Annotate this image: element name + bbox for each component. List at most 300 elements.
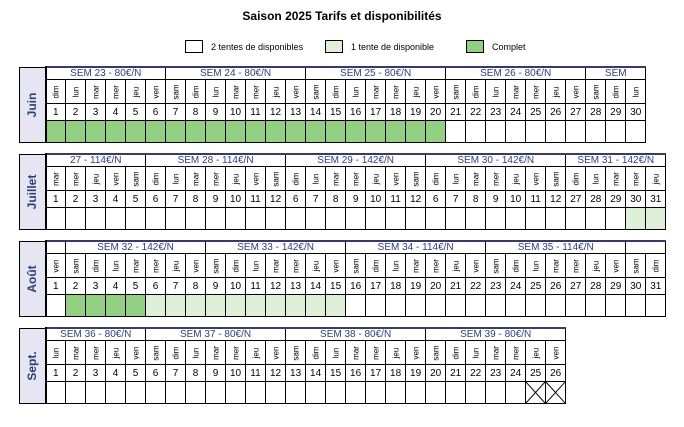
day-name: mer <box>351 171 361 186</box>
day-name: mar <box>471 171 481 186</box>
day-name: ven <box>111 172 120 185</box>
day-name: dim <box>311 346 321 359</box>
day-name-cell <box>226 254 246 278</box>
day-name: dim <box>511 259 521 272</box>
day-name-cell <box>186 167 206 191</box>
date-cell: 28 <box>586 278 606 295</box>
day-name-cell <box>546 80 566 104</box>
day-name-cell <box>386 80 406 104</box>
day-name: lun <box>491 86 501 97</box>
availability-cell-two <box>126 208 146 230</box>
day-name-cell <box>526 167 546 191</box>
date-cell: 12 <box>546 191 566 208</box>
day-name-cell <box>426 80 446 104</box>
week-header: SEM 23 - 80€/N <box>46 67 166 80</box>
availability-cell-two <box>186 208 206 230</box>
day-name: ven <box>411 346 421 359</box>
date-cell: 2 <box>66 191 86 208</box>
day-name: ven <box>391 172 401 185</box>
day-name-cell <box>366 80 386 104</box>
day-name-cell <box>126 167 146 191</box>
day-name-cell <box>306 341 326 365</box>
availability-cell-two <box>426 382 446 404</box>
availability-cell-two <box>246 382 266 404</box>
day-name: dim <box>451 346 461 359</box>
day-name-cell <box>166 341 186 365</box>
unavailable-cell <box>526 382 546 404</box>
availability-cell-full <box>86 121 106 143</box>
date-cell: 20 <box>426 365 446 382</box>
availability-cell-two <box>86 382 106 404</box>
week-header: SEM 36 - 80€/N <box>46 328 146 341</box>
date-cell: 6 <box>426 191 446 208</box>
day-name: mer <box>91 345 100 360</box>
day-name: mar <box>51 171 61 186</box>
day-name-cell <box>466 167 486 191</box>
day-name: lun <box>351 86 361 97</box>
date-cell: 30 <box>626 278 646 295</box>
date-cell: 4 <box>106 365 126 382</box>
availability-cell-one <box>186 295 206 317</box>
day-name: lun <box>331 347 341 358</box>
date-cell: 5 <box>126 104 146 121</box>
day-name-cell <box>346 167 366 191</box>
day-name-cell <box>346 254 366 278</box>
day-name: jeu <box>591 260 601 271</box>
date-cell: 3 <box>86 365 106 382</box>
legend-label-one: 1 tente de disponible <box>351 42 435 52</box>
day-name: mer <box>231 345 240 360</box>
date-cell: 22 <box>466 104 486 121</box>
availability-cell-two <box>386 208 406 230</box>
date-cell: 9 <box>206 365 226 382</box>
day-name: mer <box>151 258 160 273</box>
day-name-cell <box>566 254 586 278</box>
date-cell: 18 <box>386 365 406 382</box>
day-name: jeu <box>551 86 561 97</box>
availability-cell-two <box>286 382 306 404</box>
legend-swatch-two <box>185 40 203 53</box>
day-name: mar <box>191 171 201 186</box>
day-name: dim <box>651 259 661 272</box>
day-name: lun <box>451 173 461 184</box>
date-cell: 18 <box>386 104 406 121</box>
day-name-cell <box>266 341 286 365</box>
day-name-cell <box>186 341 206 365</box>
day-name: dim <box>231 259 241 272</box>
month-label-text: Août <box>25 265 40 293</box>
date-cell: 14 <box>306 104 326 121</box>
availability-cell-two <box>466 295 486 317</box>
day-name: sam <box>411 170 421 187</box>
day-name-cell <box>286 167 306 191</box>
availability-cell-two <box>606 295 626 317</box>
day-name: ven <box>271 346 281 359</box>
availability-cell-two <box>466 121 486 143</box>
day-name-cell <box>246 167 266 191</box>
day-name: mar <box>351 345 361 360</box>
day-name: jeu <box>111 347 120 358</box>
day-name-cell <box>286 80 306 104</box>
date-cell: 8 <box>466 191 486 208</box>
availability-cell-full <box>66 295 86 317</box>
day-name: dim <box>51 85 61 98</box>
day-name-cell <box>146 254 166 278</box>
date-cell: 23 <box>486 278 506 295</box>
day-name: sam <box>631 257 641 274</box>
week-header: SEM 24 - 80€/N <box>166 67 306 80</box>
date-cell: 24 <box>506 365 526 382</box>
day-name: lun <box>251 260 261 271</box>
availability-cell-two <box>406 208 426 230</box>
day-name-cell <box>306 167 326 191</box>
date-cell: 8 <box>186 104 206 121</box>
day-name-cell <box>626 254 646 278</box>
day-name: mer <box>211 171 221 186</box>
availability-cell-one <box>146 295 166 317</box>
day-name-cell <box>306 80 326 104</box>
availability-cell-full <box>266 121 286 143</box>
availability-cell-two <box>166 208 186 230</box>
day-name: jeu <box>271 86 280 97</box>
day-name: mar <box>271 258 281 273</box>
day-name: lun <box>471 347 481 358</box>
date-cell: 2 <box>66 365 86 382</box>
date-cell: 8 <box>186 365 206 382</box>
legend-swatch-full <box>466 40 484 53</box>
availability-cell-full <box>246 121 266 143</box>
day-name: sam <box>271 170 281 187</box>
availability-cell-two <box>106 382 126 404</box>
date-cell: 1 <box>46 278 66 295</box>
availability-cell-two <box>566 295 586 317</box>
day-name-cell <box>286 254 306 278</box>
availability-cell-two <box>586 121 606 143</box>
week-header: 27 - 114€/N <box>46 154 146 167</box>
availability-cell-two <box>166 382 186 404</box>
date-cell: 12 <box>266 191 286 208</box>
day-name: mar <box>491 345 501 360</box>
day-name: jeu <box>231 173 241 184</box>
day-name-cell <box>546 167 566 191</box>
availability-cell-full <box>46 121 66 143</box>
month-label-text: Juin <box>25 92 40 118</box>
availability-cell-two <box>146 382 166 404</box>
week-header <box>46 241 66 254</box>
week-header: SEM 33 - 142€/N <box>206 241 346 254</box>
date-cell: 9 <box>486 191 506 208</box>
date-cell: 19 <box>406 104 426 121</box>
day-name-cell <box>466 254 486 278</box>
date-cell: 10 <box>226 191 246 208</box>
month-label <box>20 241 46 317</box>
availability-cell-two <box>66 382 86 404</box>
legend-swatch-one <box>325 40 343 53</box>
date-cell: 24 <box>506 104 526 121</box>
availability-cell-one <box>206 295 226 317</box>
day-name: mar <box>371 84 381 99</box>
availability-cell-two <box>386 382 406 404</box>
availability-cell-two <box>286 208 306 230</box>
availability-cell-two <box>446 295 466 317</box>
day-name: sam <box>491 257 501 274</box>
day-name-cell <box>506 254 526 278</box>
availability-cell-two <box>346 382 366 404</box>
availability-cell-full <box>346 121 366 143</box>
day-name: sam <box>351 257 361 274</box>
day-name: lun <box>211 86 220 97</box>
availability-cell-two <box>66 208 86 230</box>
availability-cell-two <box>366 382 386 404</box>
day-name-cell <box>626 80 646 104</box>
day-name: dim <box>571 172 581 185</box>
availability-cell-two <box>486 382 506 404</box>
availability-cell-full <box>66 121 86 143</box>
availability-cell-two <box>446 208 466 230</box>
availability-cell-two <box>266 382 286 404</box>
availability-cell-two <box>246 208 266 230</box>
day-name: mer <box>291 258 301 273</box>
day-name: lun <box>171 173 181 184</box>
day-name-cell <box>526 80 546 104</box>
date-cell: 15 <box>326 104 346 121</box>
day-name-cell <box>126 341 146 365</box>
date-cell: 12 <box>266 104 286 121</box>
day-name-cell <box>586 167 606 191</box>
day-name: dim <box>191 85 200 98</box>
availability-cell-two <box>406 295 426 317</box>
date-cell: 31 <box>646 278 666 295</box>
day-name: mar <box>611 171 621 186</box>
day-name-cell <box>566 80 586 104</box>
availability-cell-one <box>266 295 286 317</box>
date-cell: 25 <box>526 104 546 121</box>
date-cell: 14 <box>306 278 326 295</box>
cross-icon <box>526 382 545 403</box>
availability-cell-two <box>446 382 466 404</box>
day-name-cell <box>566 167 586 191</box>
availability-cell-two <box>466 382 486 404</box>
day-name: sam <box>211 257 221 274</box>
date-cell: 31 <box>646 191 666 208</box>
date-cell: 28 <box>586 191 606 208</box>
date-cell: 13 <box>286 104 306 121</box>
day-name: mer <box>71 171 80 186</box>
day-name: mar <box>511 84 521 99</box>
date-cell: 16 <box>346 365 366 382</box>
date-cell: 14 <box>306 365 326 382</box>
date-cell: 9 <box>206 278 226 295</box>
day-name-cell <box>486 341 506 365</box>
day-name: ven <box>471 259 481 272</box>
day-name: ven <box>251 172 261 185</box>
day-name: jeu <box>311 260 321 271</box>
day-name-cell <box>606 254 626 278</box>
availability-cell-two <box>626 295 646 317</box>
day-name: mer <box>431 258 441 273</box>
month-label <box>20 67 46 143</box>
date-cell: 28 <box>586 104 606 121</box>
availability-cell-one <box>646 208 666 230</box>
day-name: dim <box>331 85 341 98</box>
day-name: mer <box>251 84 260 99</box>
date-cell: 20 <box>426 104 446 121</box>
day-name: mar <box>411 258 421 273</box>
availability-cell-two <box>306 382 326 404</box>
day-name-cell <box>266 80 286 104</box>
date-cell: 19 <box>406 365 426 382</box>
calendar-table-june <box>19 66 646 143</box>
day-name: sam <box>131 170 141 187</box>
day-name-cell <box>146 167 166 191</box>
date-cell: 6 <box>146 191 166 208</box>
availability-cell-two <box>486 295 506 317</box>
date-cell: 3 <box>86 278 106 295</box>
availability-cell-full <box>86 295 106 317</box>
date-cell: 11 <box>246 278 266 295</box>
day-name: jeu <box>651 173 661 184</box>
day-name: jeu <box>251 347 260 358</box>
day-name: lun <box>591 173 601 184</box>
day-name: lun <box>631 86 641 97</box>
availability-cell-one <box>246 295 266 317</box>
day-name-cell <box>246 341 266 365</box>
day-name-cell <box>206 167 226 191</box>
date-cell: 25 <box>526 278 546 295</box>
day-name: sam <box>591 83 601 100</box>
day-name: mer <box>371 345 381 360</box>
day-name: sam <box>171 83 180 100</box>
availability-cell-two <box>206 382 226 404</box>
day-name-cell <box>346 80 366 104</box>
day-name-cell <box>326 341 346 365</box>
availability-cell-full <box>106 295 126 317</box>
date-cell: 8 <box>186 191 206 208</box>
availability-cell-two <box>266 208 286 230</box>
day-name-cell <box>206 80 226 104</box>
day-name-cell <box>106 341 126 365</box>
day-name-cell <box>526 254 546 278</box>
availability-cell-two <box>586 208 606 230</box>
day-name-cell <box>446 341 466 365</box>
availability-cell-full <box>226 121 246 143</box>
day-name: sam <box>151 344 160 361</box>
availability-cell-full <box>286 121 306 143</box>
day-name-cell <box>626 167 646 191</box>
availability-cell-two <box>526 208 546 230</box>
week-header: SEM 30 - 142€/N <box>426 154 566 167</box>
day-name-cell <box>86 80 106 104</box>
date-cell: 27 <box>566 278 586 295</box>
day-name-cell <box>326 254 346 278</box>
date-cell: 12 <box>266 278 286 295</box>
day-name: mer <box>531 84 541 99</box>
date-cell: 30 <box>626 191 646 208</box>
availability-cell-two <box>206 208 226 230</box>
day-name-cell <box>526 341 546 365</box>
date-cell: 4 <box>106 191 126 208</box>
date-cell: 13 <box>286 365 306 382</box>
availability-cell-two <box>526 121 546 143</box>
availability-cell-two <box>546 208 566 230</box>
availability-cell-two <box>486 208 506 230</box>
day-name-cell <box>446 254 466 278</box>
day-name-cell <box>426 341 446 365</box>
day-name: dim <box>611 85 621 98</box>
date-cell: 12 <box>406 191 426 208</box>
date-cell: 11 <box>526 191 546 208</box>
date-cell: 23 <box>486 365 506 382</box>
week-header: SEM <box>586 67 646 80</box>
date-cell: 1 <box>46 191 66 208</box>
day-name-cell <box>386 167 406 191</box>
availability-cell-two <box>606 121 626 143</box>
availability-cell-two <box>46 295 66 317</box>
date-cell: 21 <box>446 104 466 121</box>
date-cell: 2 <box>66 278 86 295</box>
availability-cell-full <box>166 121 186 143</box>
date-cell: 27 <box>566 104 586 121</box>
day-name-cell <box>586 80 606 104</box>
day-name-cell <box>66 254 86 278</box>
date-cell: 10 <box>226 104 246 121</box>
day-name-cell <box>206 341 226 365</box>
availability-cell-two <box>326 382 346 404</box>
availability-cell-two <box>346 208 366 230</box>
date-cell: 9 <box>206 191 226 208</box>
day-name-cell <box>166 254 186 278</box>
day-name-cell <box>166 167 186 191</box>
availability-cell-full <box>426 121 446 143</box>
day-name: mer <box>571 258 581 273</box>
date-cell: 27 <box>566 191 586 208</box>
day-name: mar <box>211 345 220 360</box>
day-name-cell <box>506 167 526 191</box>
day-name-cell <box>546 254 566 278</box>
date-cell: 22 <box>466 278 486 295</box>
day-name-cell <box>466 80 486 104</box>
date-cell: 13 <box>286 278 306 295</box>
day-name-cell <box>66 167 86 191</box>
day-name: jeu <box>171 260 180 271</box>
day-name: sam <box>451 83 461 100</box>
day-name-cell <box>66 341 86 365</box>
day-name-cell <box>246 254 266 278</box>
date-cell: 16 <box>346 104 366 121</box>
date-cell: 6 <box>286 191 306 208</box>
date-cell: 8 <box>326 191 346 208</box>
availability-cell-full <box>146 121 166 143</box>
date-cell: 17 <box>366 278 386 295</box>
day-name-cell <box>406 80 426 104</box>
day-name: mer <box>491 171 501 186</box>
date-cell: 3 <box>86 191 106 208</box>
day-name: ven <box>611 259 621 272</box>
availability-cell-two <box>406 382 426 404</box>
date-cell: 17 <box>366 104 386 121</box>
day-name: lun <box>71 86 80 97</box>
availability-cell-two <box>326 208 346 230</box>
day-name-cell <box>266 254 286 278</box>
day-name-cell <box>266 167 286 191</box>
date-cell: 4 <box>106 278 126 295</box>
date-cell: 26 <box>546 104 566 121</box>
date-cell: 11 <box>246 191 266 208</box>
day-name-cell <box>286 341 306 365</box>
day-name-cell <box>206 254 226 278</box>
date-cell: 29 <box>606 191 626 208</box>
date-cell: 17 <box>366 365 386 382</box>
